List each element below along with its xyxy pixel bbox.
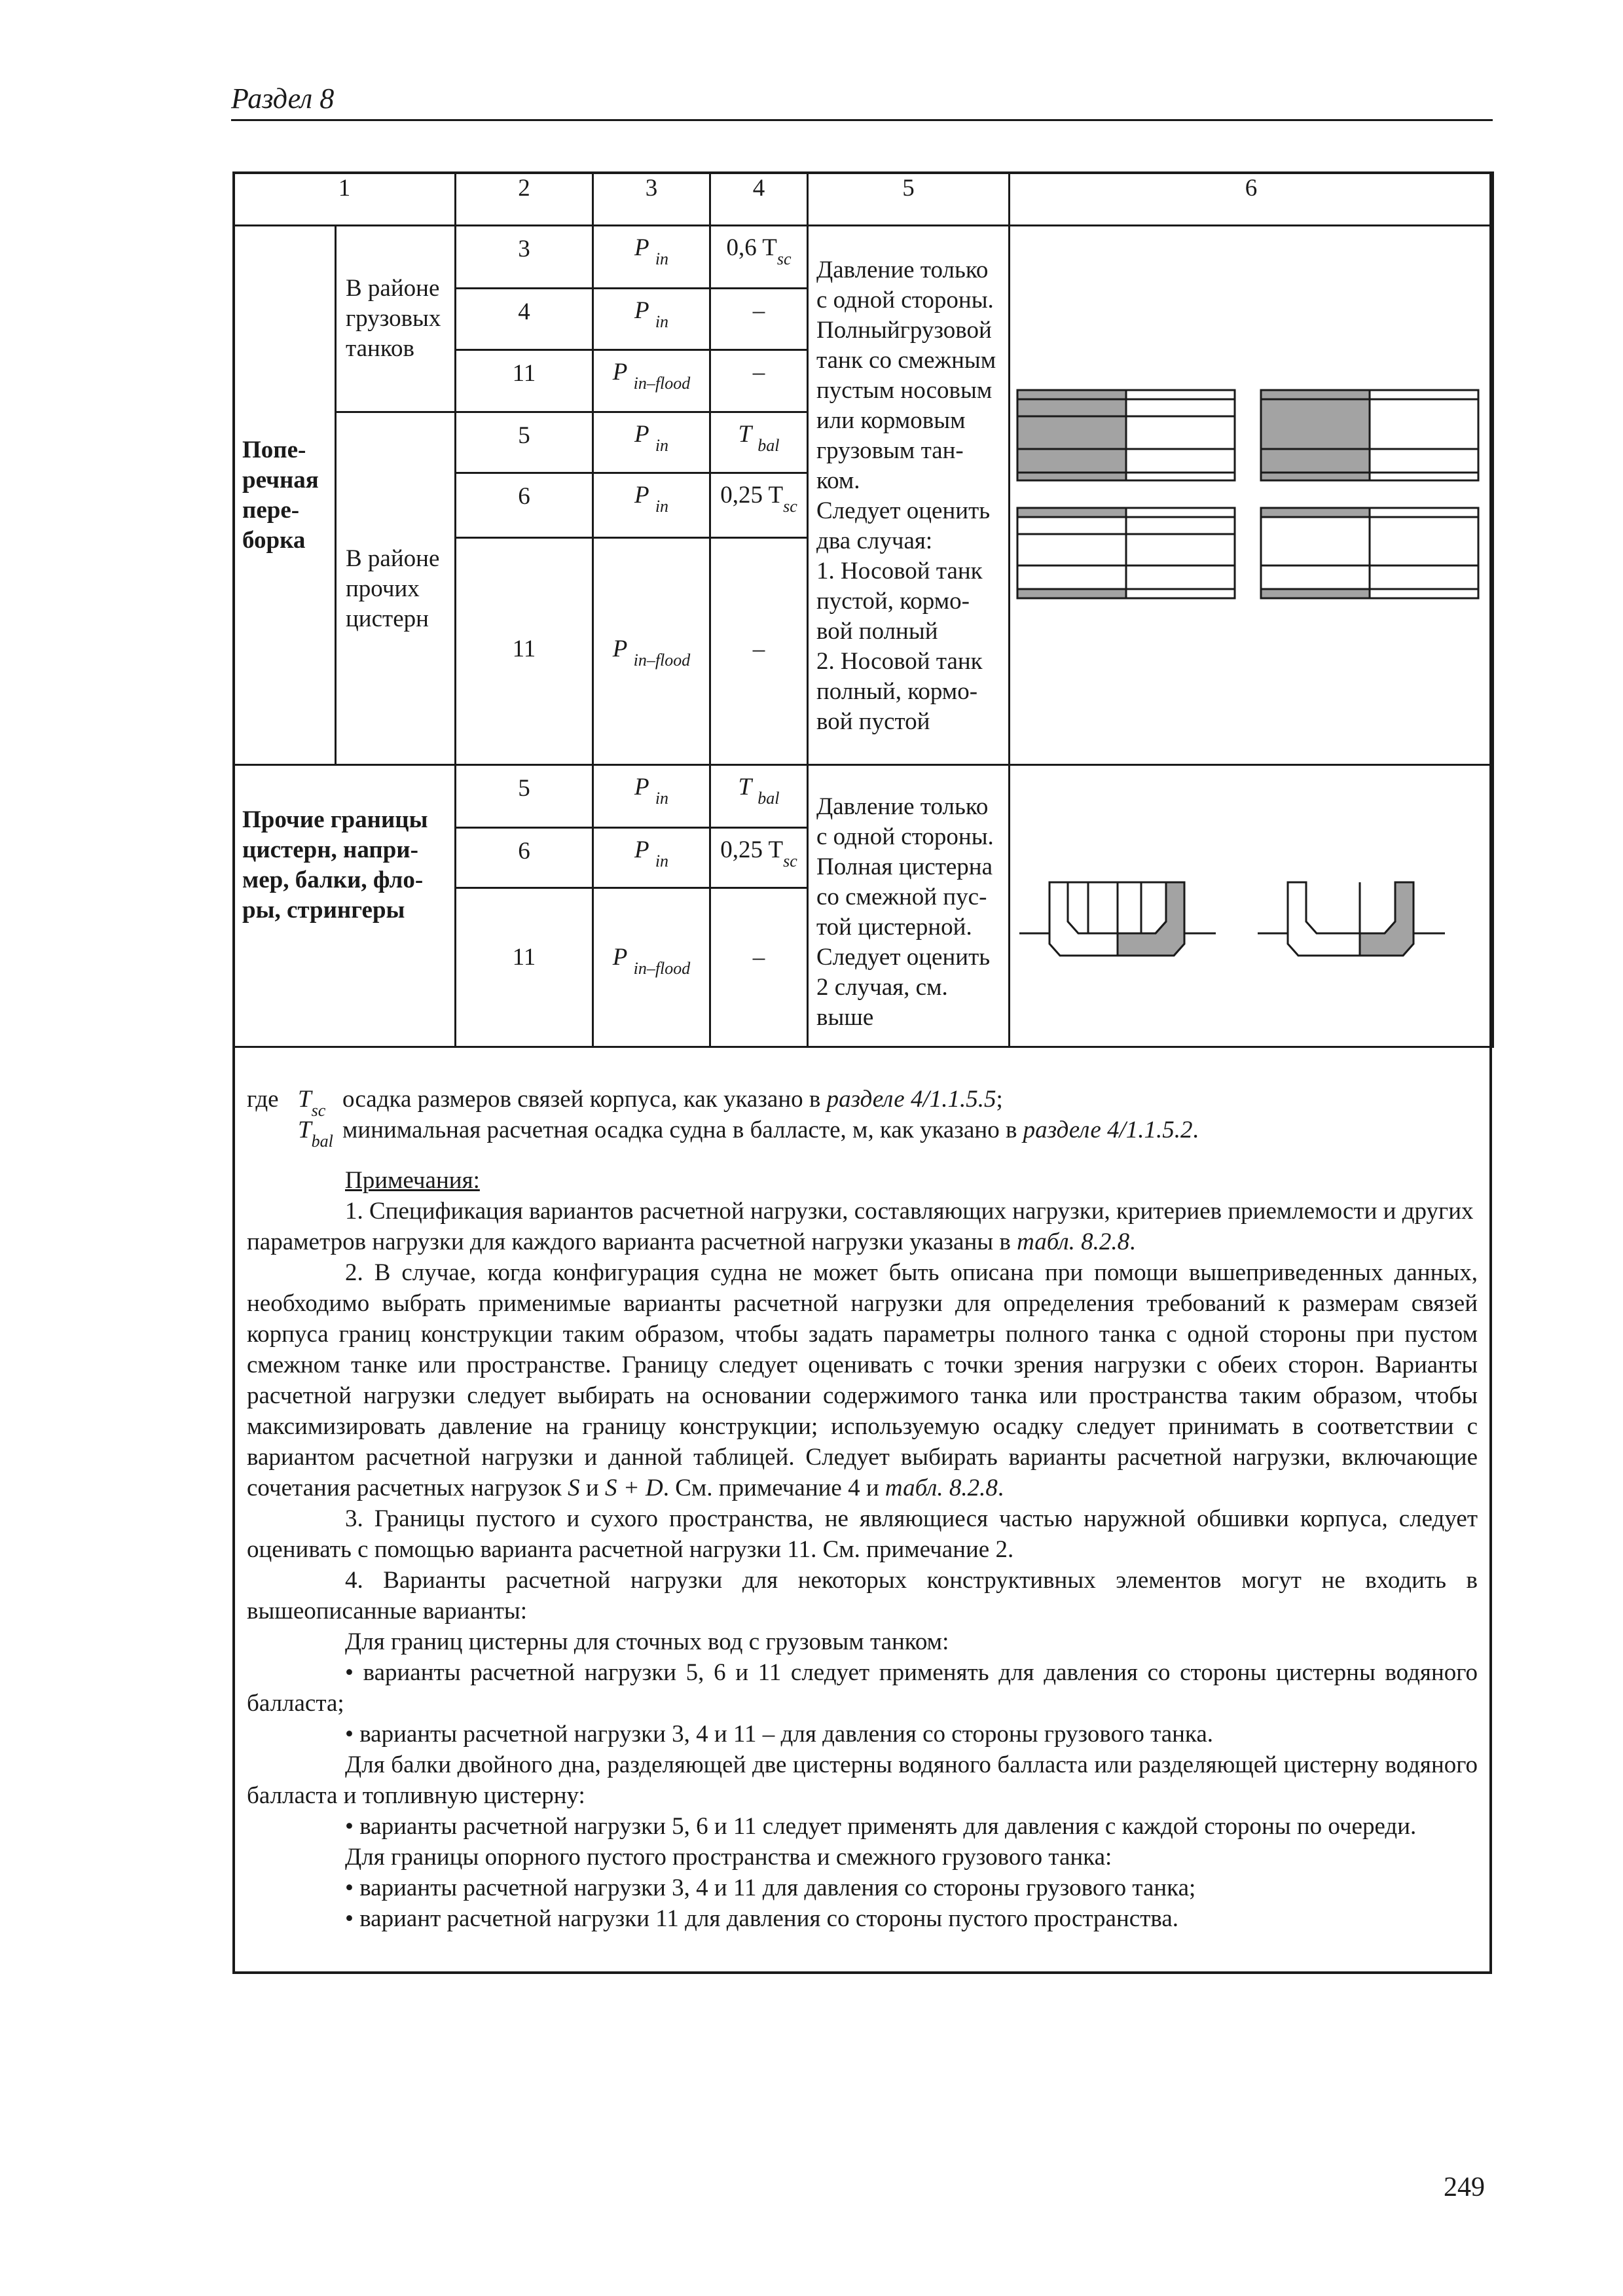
draught-symbol: – (710, 538, 808, 765)
notes-block (247, 1084, 1478, 1934)
definition-tbal: $T_{bal}$ минимальная расчетная осадка судна в балласте, м, как указано в разделе 4/1.1.5.2. (298, 1117, 1199, 1151)
table-header-row (234, 173, 1493, 226)
col-header-2: 2 (456, 173, 593, 226)
note-4-line-4: Для балки двойного дна, разделяющей две цистерны водяного балласта или разделяющей цистерну водяного балласта и топливную цистерну: (247, 1751, 1478, 1809)
note-4-line-3: • варианты расчетной нагрузки 3, 4 и 11 – для давления со стороны грузового танка. (345, 1721, 1214, 1748)
tank-diagram-case-c (1017, 508, 1235, 598)
hull-section-diagrams (1013, 857, 1484, 975)
note-4-line-8: • вариант расчетной нагрузки 11 для давления со стороны пустого пространства. (345, 1905, 1179, 1932)
table-row (234, 226, 1493, 289)
col-header-6: 6 (1010, 173, 1493, 226)
case-number: 6 (456, 828, 593, 888)
case-number: 5 (456, 765, 593, 828)
col-header-3: 3 (593, 173, 710, 226)
note-4-line-6: Для границы опорного пустого пространства и смежного грузового танка: (345, 1844, 1112, 1871)
pressure-symbol: P $_{in}$ (593, 289, 710, 350)
pressure-symbol: P $_{in-flood}$ (593, 888, 710, 1047)
table-row (234, 765, 1493, 828)
note-3: 3. Границы пустого и сухого пространства, не являющиеся частью наружной обшивки корпуса, следует оценивать с помощью варианта расчетной нагрузки 11. См. примечание 2. (247, 1505, 1478, 1563)
pressure-symbol: P $_{in}$ (593, 473, 710, 538)
draught-symbol: T $_{bal}$ (710, 765, 808, 828)
page-header (231, 72, 1493, 121)
group2-description: Давление только с одной стороны. Полная цистерна со смежной пус- той цистерной. Следует оценить 2 случая, см. выше (808, 765, 1010, 1047)
note-1: 1. Спецификация вариантов расчетной нагрузки, составляющих нагрузки, критериев приемлемости и других параметров нагрузки для каждого варианта расчетной нагрузки указаны в табл. 8.2.8. (247, 1198, 1474, 1255)
note-4-line-5: • варианты расчетной нагрузки 5, 6 и 11 следует применять для давления с каждой стороны по очереди. (345, 1813, 1417, 1840)
draught-symbol: – (710, 888, 808, 1047)
bulkhead-diagrams (1010, 385, 1481, 634)
group1-sub1-label: В районе грузовых танков (336, 226, 456, 412)
pressure-symbol: P $_{in}$ (593, 412, 710, 473)
note-4: 4. Варианты расчетной нагрузки для некоторых конструктивных элементов могут не входить в вышеописанные варианты: (247, 1567, 1478, 1624)
case-number: 11 (456, 350, 593, 412)
case-number: 6 (456, 473, 593, 538)
draught-symbol: 0,25 $T_{sc}$ (710, 473, 808, 538)
col-header-5: 5 (808, 173, 1010, 226)
draught-symbol: – (710, 350, 808, 412)
draught-symbol: – (710, 289, 808, 350)
case-number: 11 (456, 888, 593, 1047)
notes-title: Примечания: (345, 1167, 480, 1194)
case-number: 3 (456, 226, 593, 289)
group1-description: Давление только с одной стороны. Полныйгрузовой танк со смежным пустым носовым или кормовым грузовым тан- ком. Следует оценить два случая: 1. Носовой танк пустой, кормо- вой полный 2. Носовой танк полный, кормо- вой пустой (808, 226, 1010, 765)
hull-section-diagram-right (1258, 882, 1445, 956)
group2-label: Прочие границы цистерн, напри- мер, балки, фло- ры, стрингеры (234, 765, 456, 1047)
page-number: 249 (1444, 2172, 1485, 2202)
hull-section-diagram-left (1019, 882, 1216, 956)
group1-label: Попе- речная пере- борка (234, 226, 336, 765)
draught-symbol: 0,25 $T_{sc}$ (710, 828, 808, 888)
pressure-symbol: P $_{in-flood}$ (593, 538, 710, 765)
section-title: Раздел 8 (231, 82, 335, 115)
draught-symbol: T $_{bal}$ (710, 412, 808, 473)
note-2: 2. В случае, когда конфигурация судна не может быть описана при помощи вышеприведенных данных, необходимо выбрать применимые варианты расчетной нагрузки для определения требований к размерам связей корпуса границ конструкции таким образом, чтобы задать параметры полного танка с одной стороны при пустом смежном танке или пространстве. Границу следует оценивать с точки зрения нагрузки с обеих сторон. Варианты расчетной нагрузки следует выбирать на основании содержимого танка или пространства таким образом, чтобы максимизировать давление на границу конструкции; используемую осадку следует принимать в соответствии с вариантом расчетной нагрузки и данной таблицей. Следует выбирать варианты расчетной нагрузки, включающие сочетания расчетных нагрузок S и S + D. См. примечание 4 и табл. 8.2.8. (247, 1259, 1478, 1501)
col-header-4: 4 (710, 173, 808, 226)
pressure-symbol: P $_{in}$ (593, 828, 710, 888)
draught-symbol: 0,6 $T_{sc}$ (710, 226, 808, 289)
tank-diagram-case-b (1261, 390, 1478, 480)
pressure-symbol: P $_{in-flood}$ (593, 350, 710, 412)
note-4-line-1: Для границ цистерны для сточных вод с грузовым танком: (345, 1628, 949, 1655)
definition-tsc: где $T_{sc}$ осадка размеров связей корпуса, как указано в разделе 4/1.1.5.5; (247, 1086, 1003, 1120)
tank-diagram-case-a (1017, 390, 1235, 480)
pressure-symbol: P $_{in}$ (593, 765, 710, 828)
group1-sub2-label: В районе прочих цистерн (336, 412, 456, 765)
case-number: 11 (456, 538, 593, 765)
note-4-line-2: • варианты расчетной нагрузки 5, 6 и 11 следует применять для давления со стороны цистерны водяного балласта; (247, 1659, 1478, 1717)
table-frame (232, 171, 1492, 1974)
pressure-symbol: P $_{in}$ (593, 226, 710, 289)
case-number: 5 (456, 412, 593, 473)
tank-diagram-case-d (1261, 508, 1478, 598)
case-number: 4 (456, 289, 593, 350)
note-4-line-7: • варианты расчетной нагрузки 3, 4 и 11 для давления со стороны грузового танка; (345, 1874, 1196, 1901)
col-header-1: 1 (234, 173, 456, 226)
